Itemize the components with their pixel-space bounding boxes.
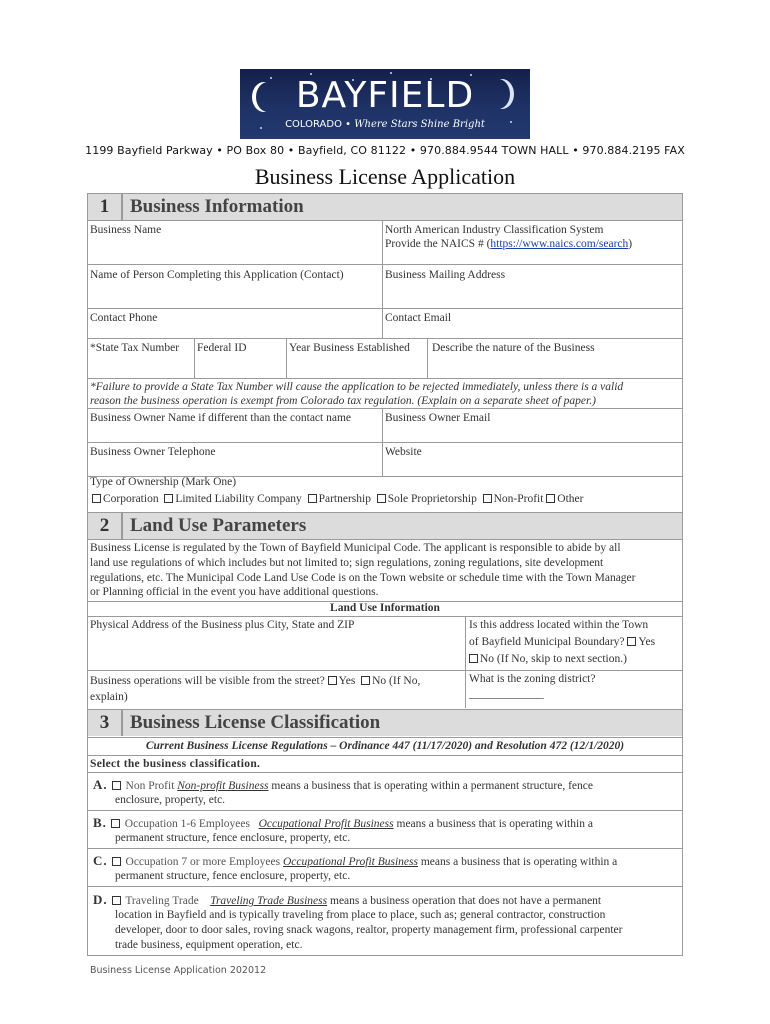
classification-d-definition-1: location in Bayfield and is typically traveling from place to place, such as; general contractor, construction bbox=[115, 909, 606, 921]
section-1-header bbox=[88, 194, 682, 220]
checkbox-icon[interactable] bbox=[546, 494, 555, 503]
classification-d[interactable]: D. Traveling Trade Traveling Trade Business means a business operation that does not have a permanent bbox=[93, 892, 602, 907]
land-use-paragraph-line-3: regulations, etc. The Municipal Code Land Use Code is on the Town website or schedule time with the Town Manager bbox=[90, 572, 636, 584]
ownership-option-corporation[interactable]: Corporation bbox=[92, 493, 159, 505]
checkbox-icon[interactable] bbox=[164, 494, 173, 503]
business-nature-field[interactable]: Describe the nature of the Business bbox=[432, 342, 595, 354]
ownership-option-llc[interactable]: Limited Liability Company bbox=[161, 493, 301, 505]
select-classification: Select the business classification. bbox=[90, 758, 261, 770]
contact-email-field[interactable]: Contact Email bbox=[385, 312, 452, 324]
classification-a-definition: enclosure, property, etc. bbox=[115, 794, 226, 806]
land-use-paragraph-line-2: land use regulations of which includes but not limited to; sign regulations, zoning regulations, site development bbox=[90, 557, 604, 569]
classification-b-definition: permanent structure, fence enclosure, property, etc. bbox=[115, 832, 351, 844]
classification-c[interactable]: C. Occupation 7 or more Employees Occupational Profit Business means a business that is operating within a bbox=[93, 853, 618, 868]
naics-label: North American Industry Classification System bbox=[385, 224, 604, 236]
owner-phone-field[interactable]: Business Owner Telephone bbox=[90, 446, 216, 458]
checkbox-icon[interactable] bbox=[627, 637, 636, 646]
application-form bbox=[87, 193, 683, 956]
checkbox-icon[interactable] bbox=[112, 781, 121, 790]
classification-c-definition: permanent structure, fence enclosure, property, etc. bbox=[115, 870, 351, 882]
owner-name-field[interactable]: Business Owner Name if different than the contact name bbox=[90, 412, 352, 424]
classification-d-definition-3: trade business, equipment operation, etc. bbox=[115, 939, 303, 951]
section-title: Land Use Parameters bbox=[130, 515, 307, 536]
checkbox-icon[interactable] bbox=[328, 676, 337, 685]
checkbox-icon[interactable] bbox=[483, 494, 492, 503]
checkbox-icon[interactable] bbox=[111, 819, 120, 828]
section-number: 3 bbox=[99, 712, 110, 733]
classification-a[interactable]: A. Non Profit Non-profit Business means a business that is operating within a permanent structure, fence bbox=[93, 777, 593, 792]
ownership-option-partnership[interactable]: Partnership bbox=[305, 493, 371, 505]
street-visible-label: Business operations will be visible from the street? Yes No (If No, bbox=[90, 675, 421, 687]
naics-field[interactable]: Provide the NAICS # (https://www.naics.com/search) bbox=[385, 238, 633, 250]
page-title: Business License Application bbox=[254, 164, 516, 189]
tax-warning-line-2: reason the business operation is exempt from Colorado tax regulation. (Explain on a separate sheet of paper.) bbox=[90, 395, 596, 407]
zoning-district-field[interactable]: _____________ bbox=[469, 688, 544, 700]
land-use-heading: Land Use Information bbox=[330, 602, 440, 614]
land-use-paragraph-line-4: or Planning official in the event you have additional questions. bbox=[90, 586, 379, 598]
mailing-address-field[interactable]: Business Mailing Address bbox=[385, 269, 506, 281]
street-visible-yes[interactable]: Yes bbox=[328, 675, 356, 687]
bayfield-logo bbox=[240, 69, 530, 139]
section-2-header bbox=[88, 513, 682, 539]
zoning-district-label: What is the zoning district? bbox=[469, 673, 596, 685]
checkbox-icon[interactable] bbox=[92, 494, 101, 503]
checkbox-icon[interactable] bbox=[112, 857, 121, 866]
checkbox-icon[interactable] bbox=[361, 676, 370, 685]
federal-id-field[interactable]: Federal ID bbox=[197, 342, 247, 354]
section-title: Business License Classification bbox=[130, 712, 381, 733]
contact-name-field[interactable]: Name of Person Completing this Application (Contact) bbox=[90, 269, 344, 281]
logo-tagline: COLORADO • Where Stars Shine Bright bbox=[285, 119, 485, 130]
checkbox-icon[interactable] bbox=[377, 494, 386, 503]
street-visible-explain[interactable]: explain) bbox=[90, 691, 128, 703]
within-town-no[interactable]: No (If No, skip to next section.) bbox=[469, 652, 627, 667]
website-field[interactable]: Website bbox=[385, 446, 422, 458]
physical-address-field[interactable]: Physical Address of the Business plus City, State and ZIP bbox=[90, 619, 355, 631]
state-tax-field[interactable]: *State Tax Number bbox=[90, 342, 180, 354]
land-use-paragraph-line-1: Business License is regulated by the Town of Bayfield Municipal Code. The applicant is responsible to abide by all bbox=[90, 542, 621, 554]
naics-link[interactable]: https://www.naics.com/search bbox=[490, 238, 629, 250]
checkbox-icon[interactable] bbox=[469, 654, 478, 663]
section-3-header bbox=[88, 710, 682, 736]
checkbox-icon[interactable] bbox=[308, 494, 317, 503]
section-number: 1 bbox=[99, 196, 110, 217]
owner-email-field[interactable]: Business Owner Email bbox=[385, 412, 491, 424]
classification-b[interactable]: B. Occupation 1-6 Employees Occupational Profit Business means a business that is operating within a bbox=[93, 815, 593, 830]
classification-d-definition-2: developer, door to door sales, roving snack wagons, realtor, property management firm, professional carpenter bbox=[115, 924, 623, 936]
ownership-options bbox=[92, 492, 583, 507]
within-town-label-2: of Bayfield Municipal Boundary? Yes bbox=[469, 636, 656, 648]
within-town-label: Is this address located within the Town bbox=[469, 619, 649, 631]
contact-phone-field[interactable]: Contact Phone bbox=[90, 312, 158, 324]
within-town-yes[interactable]: Yes bbox=[627, 636, 655, 648]
regulations-heading: Current Business License Regulations – Ordinance 447 (11/17/2020) and Resolution 472 (12/1/2020) bbox=[145, 740, 625, 752]
ownership-label: Type of Ownership (Mark One) bbox=[90, 476, 237, 488]
year-established-field[interactable]: Year Business Established bbox=[289, 342, 410, 354]
ownership-option-non-profit[interactable]: Non-Profit bbox=[480, 493, 544, 505]
ownership-option-other[interactable]: Other bbox=[546, 493, 583, 505]
section-number: 2 bbox=[99, 515, 110, 536]
checkbox-icon[interactable] bbox=[112, 896, 121, 905]
footer-label: Business License Application 202012 bbox=[90, 965, 267, 976]
street-visible-no[interactable]: No (If No, bbox=[361, 675, 420, 687]
tax-warning-line-1: *Failure to provide a State Tax Number will cause the application to be rejected immediately, unless there is a valid bbox=[90, 381, 624, 393]
ownership-option-sole-proprietorship[interactable]: Sole Proprietorship bbox=[374, 493, 477, 505]
section-title: Business Information bbox=[130, 196, 304, 217]
business-name-field[interactable]: Business Name bbox=[90, 224, 162, 236]
logo-wordmark: BAYFIELD bbox=[295, 75, 475, 116]
address-line: 1199 Bayfield Parkway • PO Box 80 • Bayfield, CO 81122 • 970.884.9544 TOWN HALL • 970.884.2195 FAX bbox=[85, 144, 685, 157]
